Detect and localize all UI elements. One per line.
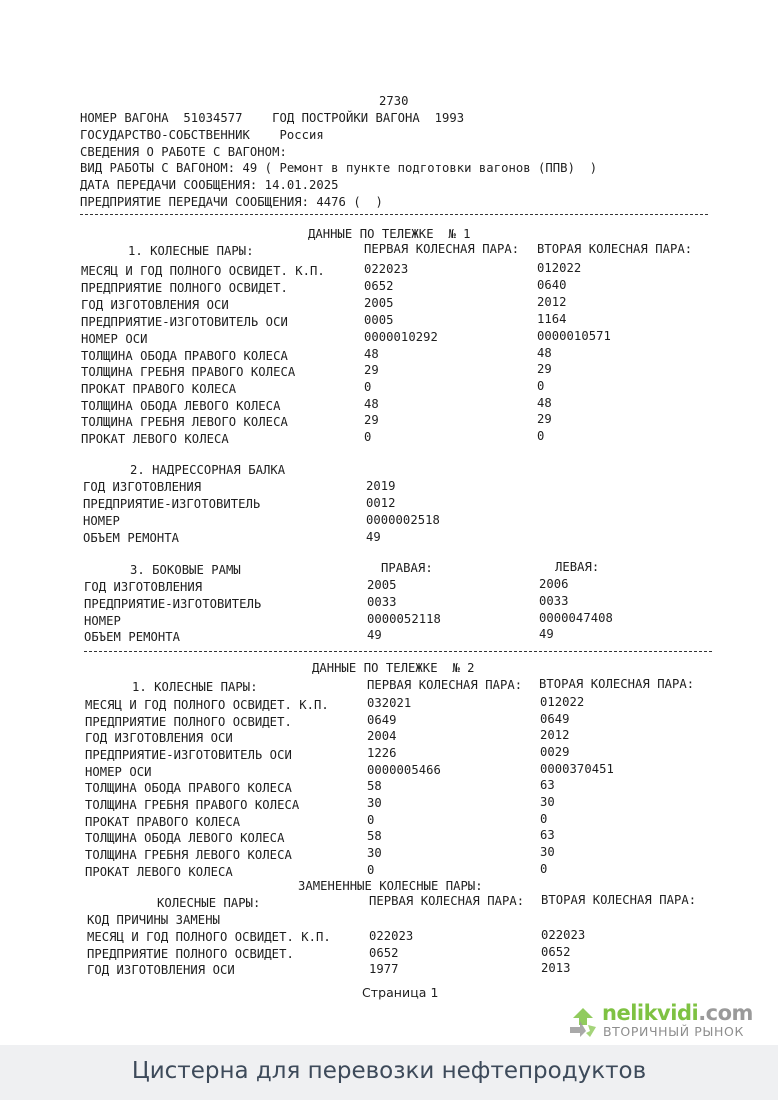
wheelset-row-label: ПРЕДПРИЯТИЕ ПОЛНОГО ОСВИДЕТ. — [81, 281, 288, 295]
wheelset-second-value: 0 — [540, 812, 548, 826]
wheelset-row-label: ПРОКАТ ЛЕВОГО КОЛЕСА — [85, 865, 233, 879]
wheelset-second-value: 012022 — [540, 695, 585, 709]
wheelset-row-label: МЕСЯЦ И ГОД ПОЛНОГО ОСВИДЕТ. К.П. — [81, 264, 325, 278]
replaced-row-label: ГОД ИЗГОТОВЛЕНИЯ ОСИ — [87, 963, 235, 977]
separator-line — [80, 214, 708, 215]
bogie2-col-second: ВТОРАЯ КОЛЕСНАЯ ПАРА: — [539, 677, 695, 691]
wheelset-second-value: 0 — [540, 862, 548, 876]
owner-line: ГОСУДАРСТВО-СОБСТВЕННИК Россия — [80, 128, 324, 142]
caption-bar — [0, 1045, 778, 1100]
page-label: Страница 1 — [362, 985, 439, 1000]
side-frame-row-label: ПРЕДПРИЯТИЕ-ИЗГОТОВИТЕЛЬ — [84, 597, 262, 611]
wheelset-first-value: 1226 — [367, 746, 397, 760]
side-frames-col-left: ЛЕВАЯ: — [555, 560, 600, 574]
wheelset-row-label: ТОЛЩИНА ГРЕБНЯ ПРАВОГО КОЛЕСА — [81, 365, 296, 379]
bogie2-wheelsets-heading: 1. КОЛЕСНЫЕ ПАРЫ: — [132, 680, 258, 694]
wheelset-row-label: ГОД ИЗГОТОВЛЕНИЯ ОСИ — [81, 298, 229, 312]
side-frame-row-label: ОБЪЕМ РЕМОНТА — [84, 630, 181, 644]
wheelset-second-value: 48 — [537, 346, 552, 360]
wheelset-first-value: 58 — [367, 829, 382, 843]
wheelset-row-label: МЕСЯЦ И ГОД ПОЛНОГО ОСВИДЕТ. К.П. — [85, 698, 329, 712]
wheelset-first-value: 2004 — [367, 729, 397, 743]
wheelset-second-value: 0649 — [540, 712, 570, 726]
wheelset-first-value: 58 — [367, 779, 382, 793]
caption-text: Цистерна для перевозки нефтепродуктов — [131, 1058, 647, 1084]
wheelset-first-value: 30 — [367, 796, 382, 810]
bolster-row-label: ОБЪЕМ РЕМОНТА — [83, 531, 180, 545]
wheelset-second-value: 0 — [537, 379, 545, 393]
wheelset-first-value: 48 — [364, 347, 379, 361]
wheelset-first-value: 29 — [364, 413, 379, 427]
side-frame-left-value: 0000047408 — [539, 611, 613, 625]
wheelset-first-value: 29 — [364, 363, 379, 377]
message-enterprise-line: ПРЕДПРИЯТИЕ ПЕРЕДАЧИ СООБЩЕНИЯ: 4476 ( ) — [80, 195, 383, 209]
wheelset-first-value: 0649 — [367, 713, 397, 727]
side-frame-right-value: 0000052118 — [367, 612, 441, 626]
wheelset-row-label: ПРОКАТ ПРАВОГО КОЛЕСА — [85, 815, 241, 829]
wheelset-first-value: 0000010292 — [364, 330, 438, 344]
side-frame-right-value: 49 — [367, 628, 382, 642]
wheelset-first-value: 2005 — [364, 296, 394, 310]
wheelset-first-value: 032021 — [367, 696, 412, 710]
side-frame-left-value: 0033 — [539, 594, 569, 608]
message-date-line: ДАТА ПЕРЕДАЧИ СООБЩЕНИЯ: 14.01.2025 — [80, 178, 339, 192]
watermark-tagline: ВТОРИЧНЫЙ РЫНОК — [603, 1024, 744, 1039]
wheelset-row-label: ТОЛЩИНА ГРЕБНЯ ПРАВОГО КОЛЕСА — [85, 798, 300, 812]
wheelset-second-value: 63 — [540, 828, 555, 842]
side-frame-row-label: ГОД ИЗГОТОВЛЕНИЯ — [84, 580, 203, 594]
replaced-reason-label: КОД ПРИЧИНЫ ЗАМЕНЫ — [87, 913, 220, 927]
replaced-row-label: ПРЕДПРИЯТИЕ ПОЛНОГО ОСВИДЕТ. — [87, 947, 294, 961]
bogie1-title: ДАННЫЕ ПО ТЕЛЕЖКЕ № 1 — [308, 227, 471, 241]
wheelset-first-value: 0 — [364, 380, 372, 394]
wheelset-first-value: 48 — [364, 397, 379, 411]
side-frames-heading: 3. БОКОВЫЕ РАМЫ — [130, 563, 241, 577]
bogie1-wheelsets-heading: 1. КОЛЕСНЫЕ ПАРЫ: — [128, 244, 254, 258]
replaced-heading: КОЛЕСНЫЕ ПАРЫ: — [157, 896, 261, 910]
side-frame-right-value: 0033 — [367, 595, 397, 609]
bolster-row-value: 49 — [366, 530, 381, 544]
bolster-heading: 2. НАДРЕССОРНАЯ БАЛКА — [130, 463, 286, 477]
bolster-row-label: ПРЕДПРИЯТИЕ-ИЗГОТОВИТЕЛЬ — [83, 497, 261, 511]
wheelset-second-value: 0029 — [540, 745, 570, 759]
replaced-col-first: ПЕРВАЯ КОЛЕСНАЯ ПАРА: — [369, 894, 525, 908]
replaced-second-value: 2013 — [541, 961, 571, 975]
work-type-line: ВИД РАБОТЫ С ВАГОНОМ: 49 ( Ремонт в пункте подготовки вагонов (ППВ) ) — [80, 161, 598, 175]
wheelset-second-value: 1164 — [537, 312, 567, 326]
wheelset-first-value: 022023 — [364, 262, 409, 276]
wheelset-second-value: 2012 — [537, 295, 567, 309]
watermark-brand: nelikvidi.com — [602, 1001, 753, 1025]
side-frames-col-right: ПРАВАЯ: — [381, 561, 433, 575]
wheelset-row-label: ГОД ИЗГОТОВЛЕНИЯ ОСИ — [85, 731, 233, 745]
wheelset-row-label: ПРЕДПРИЯТИЕ-ИЗГОТОВИТЕЛЬ ОСИ — [81, 315, 288, 329]
wheelset-second-value: 29 — [537, 362, 552, 376]
wheelset-second-value: 29 — [537, 412, 552, 426]
document-number: 2730 — [379, 94, 409, 108]
bogie1-col-first: ПЕРВАЯ КОЛЕСНАЯ ПАРА: — [364, 242, 520, 256]
replaced-first-value: 022023 — [369, 929, 414, 943]
wheelset-row-label: ТОЛЩИНА ОБОДА ПРАВОГО КОЛЕСА — [81, 349, 288, 363]
wheelset-first-value: 0 — [364, 430, 372, 444]
wheelset-first-value: 0000005466 — [367, 763, 441, 777]
wheelset-first-value: 0652 — [364, 279, 394, 293]
wheelset-row-label: ПРЕДПРИЯТИЕ-ИЗГОТОВИТЕЛЬ ОСИ — [85, 748, 292, 762]
replaced-first-value: 1977 — [369, 962, 399, 976]
watermark-logo — [566, 1003, 766, 1043]
side-frame-left-value: 2006 — [539, 577, 569, 591]
bogie2-col-first: ПЕРВАЯ КОЛЕСНАЯ ПАРА: — [367, 678, 523, 692]
wagon-line: НОМЕР ВАГОНА 51034577 ГОД ПОСТРОЙКИ ВАГОНА 1993 — [80, 111, 465, 125]
wheelset-second-value: 30 — [540, 845, 555, 859]
wheelset-row-label: ТОЛЩИНА ОБОДА ЛЕВОГО КОЛЕСА — [81, 399, 281, 413]
separator-line-2 — [84, 651, 712, 652]
wheelset-second-value: 63 — [540, 778, 555, 792]
wheelset-row-label: ТОЛЩИНА ОБОДА ПРАВОГО КОЛЕСА — [85, 781, 292, 795]
wheelset-second-value: 30 — [540, 795, 555, 809]
wheelset-row-label: ТОЛЩИНА ОБОДА ЛЕВОГО КОЛЕСА — [85, 831, 285, 845]
wheelset-second-value: 012022 — [537, 261, 582, 275]
wheelset-row-label: ТОЛЩИНА ГРЕБНЯ ЛЕВОГО КОЛЕСА — [81, 415, 288, 429]
wheelset-row-label: ПРОКАТ ПРАВОГО КОЛЕСА — [81, 382, 237, 396]
wheelset-row-label: ПРЕДПРИЯТИЕ ПОЛНОГО ОСВИДЕТ. — [85, 715, 292, 729]
wheelset-first-value: 0005 — [364, 313, 394, 327]
wheelset-first-value: 0 — [367, 863, 375, 877]
wheelset-second-value: 48 — [537, 396, 552, 410]
wheelset-row-label: НОМЕР ОСИ — [85, 765, 152, 779]
bolster-row-label: НОМЕР — [83, 514, 120, 528]
work-info-line: СВЕДЕНИЯ О РАБОТЕ С ВАГОНОМ: — [80, 145, 287, 159]
bogie2-title: ДАННЫЕ ПО ТЕЛЕЖКЕ № 2 — [312, 661, 475, 675]
side-frame-right-value: 2005 — [367, 578, 397, 592]
wheelset-row-label: НОМЕР ОСИ — [81, 332, 148, 346]
wheelset-second-value: 0000370451 — [540, 762, 614, 776]
wheelset-second-value: 2012 — [540, 728, 570, 742]
wheelset-first-value: 0 — [367, 813, 375, 827]
replaced-row-label: МЕСЯЦ И ГОД ПОЛНОГО ОСВИДЕТ. К.П. — [87, 930, 331, 944]
wheelset-second-value: 0000010571 — [537, 329, 611, 343]
replaced-second-value: 0652 — [541, 945, 571, 959]
wheelset-second-value: 0640 — [537, 278, 567, 292]
bolster-row-value: 0012 — [366, 496, 396, 510]
side-frame-left-value: 49 — [539, 627, 554, 641]
recycle-arrows-icon — [566, 1005, 600, 1039]
replaced-first-value: 0652 — [369, 946, 399, 960]
bolster-row-value: 2019 — [366, 479, 396, 493]
wheelset-row-label: ПРОКАТ ЛЕВОГО КОЛЕСА — [81, 432, 229, 446]
side-frame-row-label: НОМЕР — [84, 614, 121, 628]
wheelset-second-value: 0 — [537, 429, 545, 443]
bolster-row-value: 0000002518 — [366, 513, 440, 527]
replaced-second-value: 022023 — [541, 928, 586, 942]
wheelset-first-value: 30 — [367, 846, 382, 860]
replaced-col-second: ВТОРАЯ КОЛЕСНАЯ ПАРА: — [541, 893, 697, 907]
wheelset-row-label: ТОЛЩИНА ГРЕБНЯ ЛЕВОГО КОЛЕСА — [85, 848, 292, 862]
replaced-title: ЗАМЕНЕННЫЕ КОЛЕСНЫЕ ПАРЫ: — [298, 879, 483, 893]
bolster-row-label: ГОД ИЗГОТОВЛЕНИЯ — [83, 480, 202, 494]
bogie1-col-second: ВТОРАЯ КОЛЕСНАЯ ПАРА: — [537, 242, 693, 256]
